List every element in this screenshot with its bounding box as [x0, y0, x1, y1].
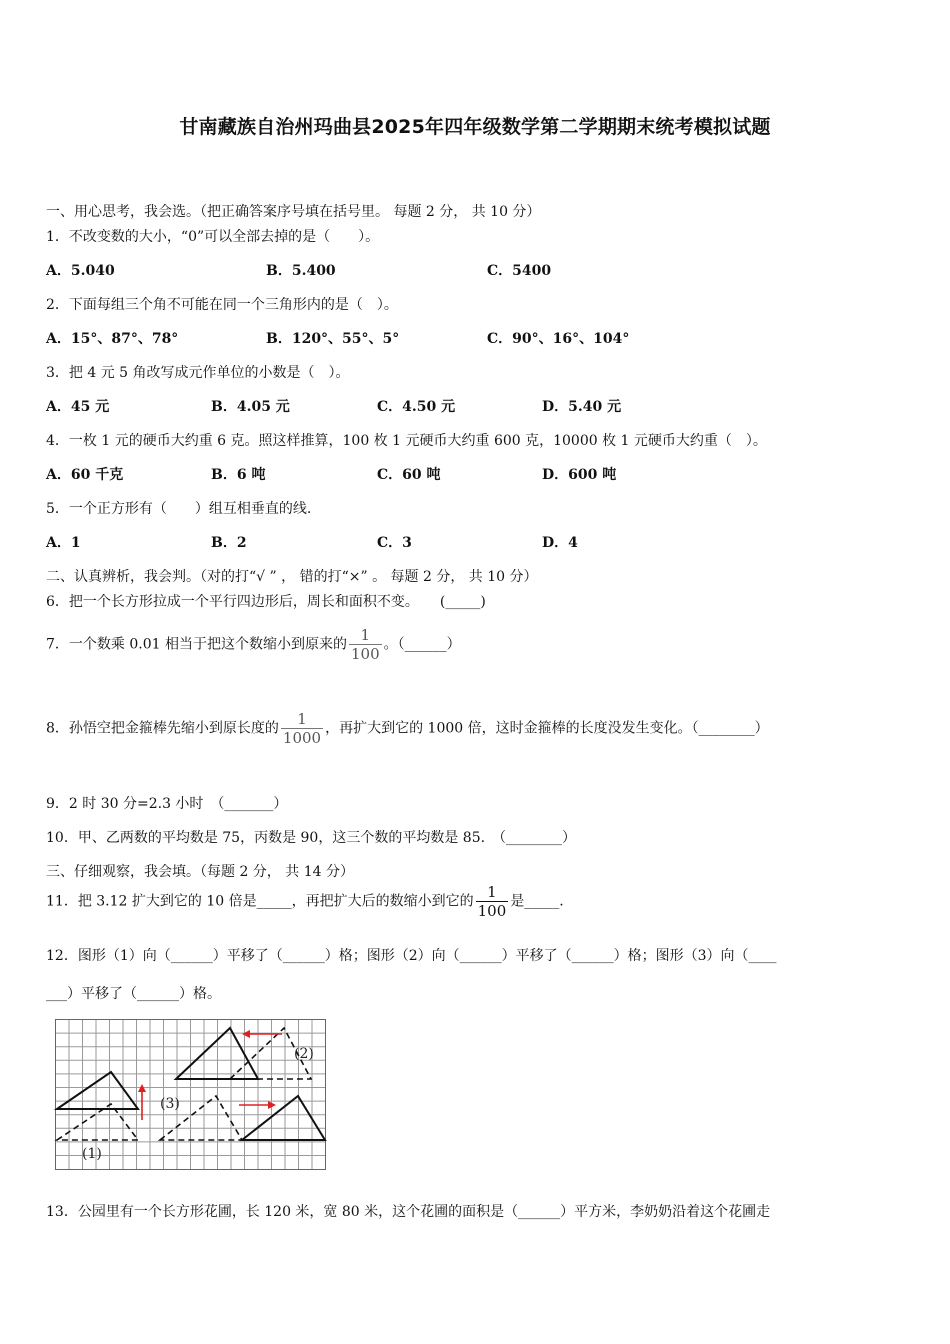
- q3-option-a[interactable]: A．45 元: [46, 399, 110, 415]
- question-9-text: 9．2 时 30 分=2.3 小时 （_______）: [46, 796, 288, 812]
- question-1-text: 1．不改变数的大小，“0”可以全部去掉的是（ ）。: [46, 229, 380, 245]
- q11-text-pre: 11．把 3.12 扩大到它的 10 倍是_____，再把扩大后的数缩小到它的: [46, 893, 474, 910]
- question-10-text: 10．甲、乙两数的平均数是 75，丙数是 90，这三个数的平均数是 85. （________）: [46, 830, 577, 846]
- arrow-left-figure-2: [242, 1030, 282, 1038]
- q4-option-c[interactable]: C．60 吨: [377, 467, 441, 483]
- q7-fraction-numerator: 1: [360, 626, 371, 644]
- q5-option-d[interactable]: D．4: [542, 535, 578, 551]
- q11-fraction-numerator: 1: [487, 883, 497, 901]
- question-4-text: 4．一枚 1 元的硬币大约重 6 克。照这样推算，100 枚 1 元硬币大约重 600 克，10000 枚 1 元硬币大约重（ ）。: [46, 433, 767, 449]
- question-13-text: 13．公园里有一个长方形花圃，长 120 米，宽 80 米，这个花圃的面积是（______）平方米，李奶奶沿着这个花圃走: [46, 1204, 771, 1220]
- question-8: [46, 710, 769, 748]
- q8-fraction: [281, 710, 323, 747]
- q8-text-pre: 8．孙悟空把金箍棒先缩小到原长度的: [46, 720, 279, 737]
- figure-label-1: (1): [82, 1146, 102, 1162]
- question-12-line-2: ___）平移了（______）格。: [46, 986, 221, 1002]
- q2-option-b[interactable]: B．120°、55°、5°: [266, 331, 400, 347]
- question-11: [46, 883, 564, 921]
- question-5-text: 5．一个正方形有（ ）组互相垂直的线.: [46, 501, 312, 517]
- figure-label-3: (3): [160, 1096, 180, 1112]
- q7-fraction-denominator: 100: [350, 645, 380, 663]
- q11-fraction-denominator: 100: [477, 902, 507, 920]
- section-1-header: 一、用心思考，我会选。（把正确答案序号填在括号里。 每题 2 分， 共 10 分）: [46, 204, 541, 220]
- figure-label-2: (2): [294, 1046, 314, 1062]
- q11-fraction: [476, 883, 509, 920]
- q2-option-c[interactable]: C．90°、16°、104°: [487, 331, 630, 347]
- q1-option-c[interactable]: C．5400: [487, 263, 552, 279]
- question-6-text: 6．把一个长方形拉成一个平行四边形后，周长和面积不变。 (_____): [46, 594, 486, 610]
- q8-text-post: ，再扩大到它的 1000 倍，这时金箍棒的长度没发生变化。（________）: [325, 720, 769, 737]
- q5-option-a[interactable]: A．1: [46, 535, 81, 551]
- page-title: 甘南藏族自治州玛曲县2025年四年级数学第二学期期末统考模拟试题: [179, 116, 771, 138]
- q4-option-a[interactable]: A．60 千克: [46, 467, 124, 483]
- question-7: [46, 626, 461, 664]
- q3-option-c[interactable]: C．4.50 元: [377, 399, 456, 415]
- q4-option-d[interactable]: D．600 吨: [542, 467, 617, 483]
- q7-text-post: 。（______）: [383, 636, 461, 653]
- figure-3-original: [242, 1096, 325, 1140]
- q4-option-b[interactable]: B．6 吨: [211, 467, 266, 483]
- section-3-header: 三、仔细观察，我会填。（每题 2 分， 共 14 分）: [46, 864, 354, 880]
- question-3-text: 3．把 4 元 5 角改写成元作单位的小数是（ ）。: [46, 365, 350, 381]
- q5-option-b[interactable]: B．2: [211, 535, 247, 551]
- question-12-line-1: 12．图形（1）向（______）平移了（______）格；图形（2）向（______）平移了（______）格；图形（3）向（____: [46, 948, 777, 964]
- q3-option-d[interactable]: D．5.40 元: [542, 399, 622, 415]
- q1-option-a[interactable]: A．5.040: [46, 263, 115, 279]
- q2-option-a[interactable]: A．15°、87°、78°: [46, 331, 179, 347]
- question-2-text: 2．下面每组三个角不可能在同一个三角形内的是（ ）。: [46, 297, 398, 313]
- q7-text-pre: 7．一个数乘 0.01 相当于把这个数缩小到原来的: [46, 636, 347, 653]
- q8-fraction-numerator: 1: [297, 710, 307, 728]
- section-2-header: 二、认真辨析，我会判。（对的打“√ ” ， 错的打“×” 。 每题 2 分， 共 10 分）: [46, 569, 538, 585]
- q7-fraction: [349, 626, 382, 663]
- q3-option-b[interactable]: B．4.05 元: [211, 399, 290, 415]
- q11-text-post: 是_____.: [510, 893, 564, 910]
- q8-fraction-denominator: 1000: [282, 729, 322, 747]
- translation-grid-figure: [54, 1018, 328, 1172]
- q1-option-b[interactable]: B．5.400: [266, 263, 336, 279]
- q5-option-c[interactable]: C．3: [377, 535, 412, 551]
